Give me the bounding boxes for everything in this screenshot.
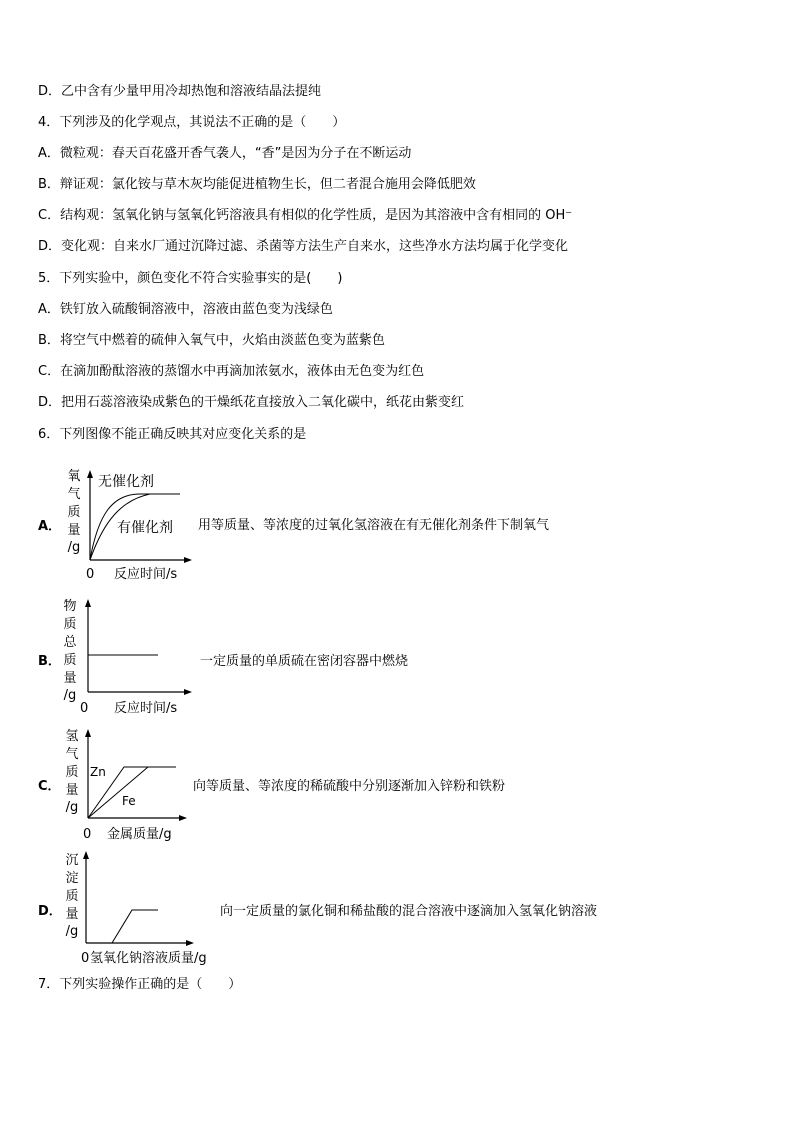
graph-d-x-arrow xyxy=(186,940,194,946)
graph-c-ylabel-2: 气 xyxy=(65,747,79,762)
q5-option-c: C．在滴加酚酞溶液的蒸馏水中再滴加浓氨水，液体由无色变为红色 xyxy=(38,364,425,379)
graph-d-ylabel-1: 沉 xyxy=(65,853,79,868)
graph-d-line xyxy=(86,910,158,943)
graph-b-ylabel-4: 质 xyxy=(63,653,77,668)
graph-a-ylabel-1: 氧 xyxy=(67,469,81,484)
graph-b-ylabel-1: 物 xyxy=(63,599,77,614)
graph-a-ylabel-3: 质 xyxy=(67,505,81,520)
q4-stem: 4．下列涉及的化学观点，其说法不正确的是（ ） xyxy=(38,115,346,130)
q4-option-b: B．辩证观：氯化铵与草木灰均能促进植物生长，但二者混合施用会降低肥效 xyxy=(38,177,476,192)
graph-a-ylabel-4: 量 xyxy=(67,523,81,538)
graph-a-origin: 0 xyxy=(86,567,95,582)
graph-b-ylabel-5: 量 xyxy=(63,671,77,686)
q6-option-a-caption: 用等质量、等浓度的过氧化氢溶液在有无催化剂条件下制氧气 xyxy=(198,518,550,533)
graph-d-ylabel-2: 淀 xyxy=(65,871,79,886)
graph-d-y-arrow xyxy=(83,851,89,859)
graph-b-ylabel-2: 质 xyxy=(63,617,77,632)
q6-option-d-caption: 向一定质量的氯化铜和稀盐酸的混合溶液中逐滴加入氢氧化钠溶液 xyxy=(220,904,598,919)
q4-option-c: C．结构观：氢氧化钠与氢氧化钙溶液具有相似的化学性质，是因为其溶液中含有相同的 OH⁻ xyxy=(38,208,573,223)
graph-b-ylabel-3: 总 xyxy=(63,635,77,650)
q7-stem: 7．下列实验操作正确的是（ ） xyxy=(38,977,242,992)
q6-stem: 6．下列图像不能正确反映其对应变化关系的是 xyxy=(38,427,307,442)
q5-option-a: A．铁钉放入硫酸铜溶液中，溶液由蓝色变为浅绿色 xyxy=(38,302,333,317)
q6-option-c-caption: 向等质量、等浓度的稀硫酸中分别逐渐加入锌粉和铁粉 xyxy=(193,779,506,794)
graph-c-label-fe: Fe xyxy=(122,794,136,808)
graph-a-label-catalyst: 有催化剂 xyxy=(117,520,173,536)
graph-c-ylabel-5: /g xyxy=(65,800,79,815)
q6-option-d-letter: D． xyxy=(38,904,62,919)
graph-a-label-no-catalyst: 无催化剂 xyxy=(98,474,154,490)
q6-option-b-letter: B． xyxy=(38,654,61,669)
graph-d-ylabel-5: /g xyxy=(65,924,79,939)
graph-c-ylabel-4: 量 xyxy=(65,783,79,798)
q3-option-d: D．乙中含有少量甲用冷却热饱和溶液结晶法提纯 xyxy=(38,84,322,99)
q4-option-a: A．微粒观：春天百花盛开香气袭人，“香”是因为分子在不断运动 xyxy=(38,146,412,161)
graph-b-ylabel-6: /g xyxy=(63,688,77,703)
graph-d-xlabel: 氢氧化钠溶液质量/g xyxy=(90,951,207,966)
graph-c-xlabel: 金属质量/g xyxy=(107,827,172,842)
graph-b-origin: 0 xyxy=(80,701,89,716)
graph-a-ylabel-2: 气 xyxy=(67,487,81,502)
graph-a-ylabel-5: /g xyxy=(67,540,81,555)
graph-c-ylabel-1: 氢 xyxy=(65,729,79,744)
q6-option-b-caption: 一定质量的单质硫在密闭容器中燃烧 xyxy=(200,654,409,669)
graph-d-origin: 0 xyxy=(81,951,90,966)
graph-c-ylabel-3: 质 xyxy=(65,765,79,780)
q5-option-b: B．将空气中燃着的硫伸入氧气中，火焰由淡蓝色变为蓝紫色 xyxy=(38,333,385,348)
graph-b-xlabel: 反应时间/s xyxy=(114,701,178,716)
q5-stem: 5．下列实验中，颜色变化不符合实验事实的是( ) xyxy=(38,271,343,286)
graph-d-ylabel-4: 量 xyxy=(65,907,79,922)
q4-option-d: D．变化观：自来水厂通过沉降过滤、杀菌等方法生产自来水，这些净水方法均属于化学变化 xyxy=(38,239,569,254)
graph-a-xlabel: 反应时间/s xyxy=(114,567,178,582)
graph-c-label-zn: Zn xyxy=(90,765,106,779)
q5-option-d: D．把用石蕊溶液染成紫色的干燥纸花直接放入二氧化碳中，纸花由紫变红 xyxy=(38,395,465,410)
q6-option-c-letter: C． xyxy=(38,779,61,794)
graph-d-ylabel-3: 质 xyxy=(65,889,79,904)
q6-option-a-letter: A． xyxy=(38,519,62,534)
graph-c-origin: 0 xyxy=(83,827,92,842)
